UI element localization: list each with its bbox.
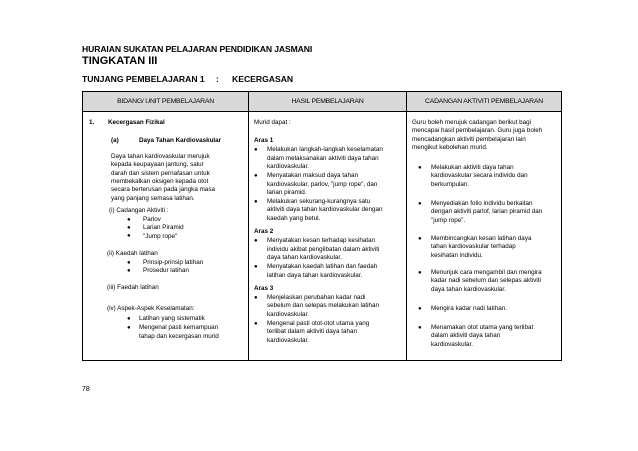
- cadangan-item: Larian Piramid: [143, 224, 184, 232]
- cadangan-activity-line: Melakukan aktiviti daya tahan: [431, 164, 514, 171]
- hasil-intro: Murid dapat :: [254, 119, 291, 126]
- hasil-item-line: kardiovaskular.: [267, 162, 309, 170]
- bullet-icon: ●: [254, 198, 258, 205]
- document-title: HURAIAN SUKATAN PELAJARAN PENDIDIKAN JASMANI: [82, 44, 313, 54]
- cadangan-intro-line: mencadangkan aktiviti pembelajaran lain: [412, 135, 526, 143]
- hasil-item-line: larian piramid.: [267, 188, 307, 196]
- tunjang-separator: :: [216, 74, 219, 84]
- aspek-item-line: tahap dan kecergasan murid: [139, 332, 219, 340]
- bullet-icon: ●: [254, 172, 258, 179]
- cadangan-activity-line: "jump rope".: [431, 216, 466, 224]
- bullet-icon: ●: [254, 237, 258, 244]
- hasil-item-line: latihan daya tahan kardiovaskular.: [267, 271, 363, 279]
- cadangan-activity-line: tahan kardiovaskular terhadap: [431, 243, 516, 251]
- kaedah-label: (ii) Kaedah latihan: [107, 250, 158, 257]
- aspek-label: (iv) Aspek-Aspek Keselamatan:: [107, 305, 195, 312]
- description-line: secara berterusan pada jangka masa: [111, 186, 215, 194]
- bullet-icon: ●: [127, 224, 131, 231]
- tunjang-label: TUNJANG PEMBELAJARAN 1: [82, 74, 205, 84]
- hasil-item-line: individu akibat penglibatan dalam aktiviti: [267, 245, 380, 253]
- sub-letter: (a): [111, 137, 119, 144]
- header-cadangan: CADANGAN AKTIVITI PEMBELAJARAN: [407, 92, 562, 112]
- cadangan-item: Parlov: [143, 216, 161, 223]
- cadangan-activity-line: berkumpulan.: [431, 180, 470, 188]
- description-line: Daya tahan kardiovaskular merujuk: [111, 153, 210, 160]
- cadangan-activity-line: kardiovaskular secara individu dan: [431, 172, 528, 180]
- kaedah-item: Prinsip-prinsip latihan: [143, 259, 204, 266]
- syllabus-table: [82, 91, 562, 361]
- aras-label: Aras 1: [254, 137, 274, 144]
- hasil-item-line: Melakukan sekurang-kurangnya satu: [267, 198, 371, 206]
- bullet-icon: ●: [418, 269, 422, 276]
- description-line: yang panjang semasa latihan.: [111, 194, 195, 202]
- cadangan-activity-line: Membincangkan kesan latihan daya: [431, 235, 532, 242]
- table-header-row: [83, 92, 562, 112]
- hasil-item-line: daya tahan kardiovaskular.: [267, 253, 342, 261]
- description-line: membekalkan oksigen kepada otot: [111, 177, 209, 185]
- cadangan-intro-line: mencapai hasil pembelajaran. Guru juga boleh: [412, 127, 543, 135]
- col-bidang: [83, 112, 249, 361]
- hasil-item-line: Mengenal pasti otot-otot utama yang: [267, 320, 370, 327]
- cadangan-intro-line: mengikut kebolehan murid.: [412, 143, 488, 151]
- sub-title: Daya Tahan Kardiovaskular: [139, 137, 222, 144]
- bullet-icon: ●: [418, 324, 422, 331]
- header-bidang: BIDANG/ UNIT PEMBELAJARAN: [83, 92, 249, 112]
- tunjang-value: KECERGASAN: [232, 74, 294, 84]
- cadangan-activity-line: Menunjuk cara mengambil dan mengira: [431, 269, 542, 276]
- bullet-icon: ●: [127, 267, 131, 274]
- bullet-icon: ●: [418, 164, 422, 171]
- item-number: 1.: [89, 119, 95, 126]
- cadangan-activity-line: daya tahan kardiovaskular.: [431, 285, 506, 293]
- table-content-row: [83, 112, 562, 361]
- bullet-icon: ●: [127, 259, 131, 266]
- bullet-icon: ●: [418, 200, 422, 207]
- hasil-item-line: dalam melaksanakan aktiviti daya tahan: [267, 154, 379, 162]
- aras-label: Aras 3: [254, 284, 274, 292]
- hasil-item-line: terlibat dalam aktiviti daya tahan: [267, 328, 357, 336]
- aspek-item-line: Mengenal pasti kemampuan: [139, 324, 219, 332]
- aspek-item-line: Latihan yang sistematik: [139, 315, 205, 322]
- bullet-icon: ●: [254, 294, 258, 301]
- description-line: kepada keupayaan jantung, salur: [111, 161, 204, 169]
- bullet-icon: ●: [127, 324, 131, 331]
- cadangan-intro-line: Guru boleh merujuk cadangan berikut bagi: [412, 119, 532, 126]
- cadangan-label: (i) Cadangan Aktiviti :: [109, 207, 169, 214]
- hasil-item-line: Melakukan langkah-langkah keselamatan: [267, 146, 383, 154]
- cadangan-activity-line: kardiovaskular.: [431, 340, 473, 348]
- header-hasil: HASIL PEMBELAJARAN: [249, 92, 407, 112]
- section-heading: Kecergasan Fizikal: [108, 119, 165, 126]
- hasil-item-line: kardiovaskular.: [267, 336, 309, 344]
- form-level-title: TINGKATAN III: [82, 55, 158, 67]
- bullet-icon: ●: [254, 320, 258, 327]
- bullet-icon: ●: [418, 235, 422, 242]
- bullet-icon: ●: [127, 315, 131, 322]
- page-number: 78: [82, 386, 90, 393]
- cadangan-activity-line: dengan aktiviti parlof, larian piramid dan: [431, 208, 543, 216]
- description-line: darah dan sistem pernafasan untuk: [111, 169, 210, 177]
- bullet-icon: ●: [254, 146, 258, 153]
- cadangan-item: "Jump rope": [143, 232, 178, 240]
- cadangan-activity-line: Menyediakan folio individu berkaitan: [431, 200, 533, 207]
- faedah-label: (iii) Faedah latihan: [107, 284, 159, 291]
- bullet-icon: ●: [418, 305, 422, 312]
- hasil-item-line: kaedah yang betul.: [267, 214, 321, 222]
- col-cadangan: [407, 112, 562, 361]
- hasil-item-line: sebelum dan selepas melakukan latihan: [267, 302, 380, 310]
- cadangan-activity-line: Mengira kadar nadi latihan.: [431, 305, 507, 312]
- bullet-icon: ●: [127, 233, 131, 240]
- hasil-item-line: kardiovaskular.: [267, 310, 309, 318]
- bullet-icon: ●: [254, 263, 258, 270]
- hasil-item-line: Menyatakan kaedah latihan dan faedah: [267, 263, 378, 271]
- hasil-item-line: Menyatakan maksud daya tahan: [267, 172, 359, 180]
- cadangan-activity-line: dalam aktiviti daya tahan: [431, 332, 501, 340]
- cadangan-activity-line: kadar nadi sebelum dan selepas aktiviti: [431, 277, 541, 285]
- cadangan-activity-line: kesihatan individu.: [431, 251, 483, 259]
- col-hasil: [249, 112, 407, 361]
- cadangan-activity-line: Menamakan otot utama yang terlibat: [431, 324, 534, 331]
- bullet-icon: ●: [127, 216, 131, 223]
- hasil-item-line: Menjelaskan perubahan kadar nadi: [267, 294, 366, 302]
- hasil-item-line: aktiviti daya tahan kardiovaskular dengan: [267, 206, 383, 214]
- aras-label: Aras 2: [254, 228, 274, 235]
- kaedah-item: Prosedur latihan: [143, 267, 189, 275]
- hasil-item-line: Menyatakan kesan terhadap kesihatan: [267, 237, 376, 245]
- hasil-item-line: kardiovaskular, parlov, "jump rope", dan: [267, 180, 378, 188]
